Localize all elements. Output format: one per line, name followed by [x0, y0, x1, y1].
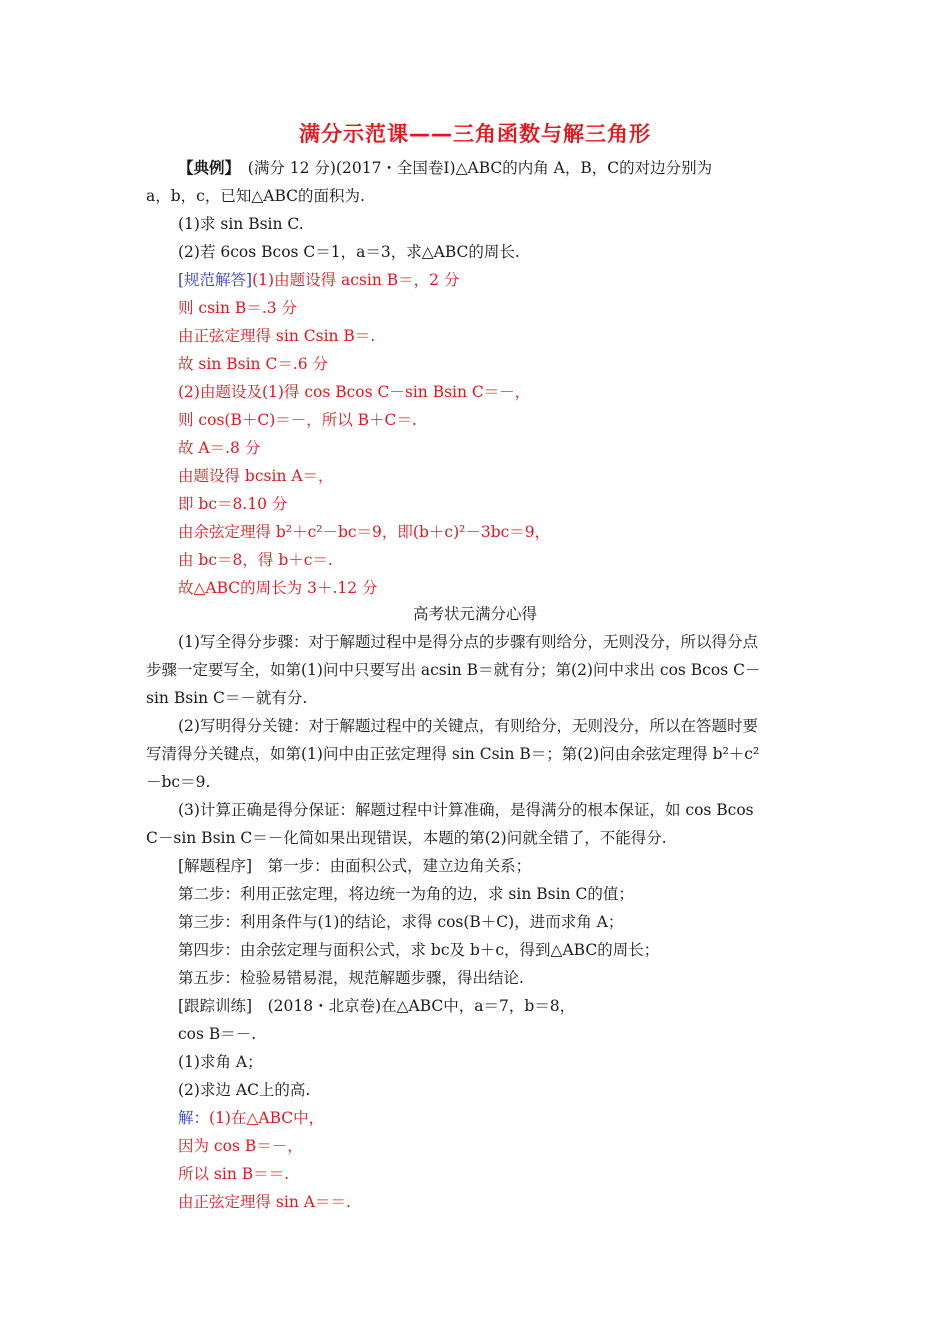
procedure-line-5: 第五步：检验易错易混，规范解题步骤，得出结论.: [178, 969, 524, 987]
answer-text-1: (1)在△ABC中，: [209, 1109, 325, 1127]
solution-line-6: 则 cos(B＋C)＝－，所以 B＋C＝.: [178, 411, 417, 429]
solution-line-10: 由余弦定理得 b²＋c²－bc＝9，即(b＋c)²－3bc＝9，: [178, 523, 551, 541]
procedure-line-3: 第三步：利用条件与(1)的结论，求得 cos(B＋C)，进而求角 A；: [178, 913, 624, 931]
experience-line-8: C－sin Bsin C＝－化简如果出现错误，本题的第(2)问就全错了，不能得分.: [146, 829, 667, 847]
experience-line-3: sin Bsin C＝－就有分.: [146, 689, 308, 707]
procedure-line-4: 第四步：由余弦定理与面积公式，求 bc及 b＋c，得到△ABC的周长；: [178, 941, 660, 959]
procedure-line-2: 第二步：利用正弦定理，将边统一为角的边，求 sin Bsin C的值；: [178, 885, 634, 903]
practice-line-4: (2)求边 AC上的高.: [178, 1081, 311, 1099]
answer-line-2: 因为 cos B＝－，: [178, 1137, 303, 1155]
experience-line-6: －bc＝9.: [146, 773, 211, 791]
experience-heading: 高考状元满分心得: [412, 605, 537, 623]
procedure-line-1: [解题程序] 第一步：由面积公式，建立边角关系；: [178, 857, 532, 875]
solution-line-7: 故 A＝.8 分: [178, 439, 261, 457]
solution-line-8: 由题设得 bcsin A＝，: [178, 467, 334, 485]
answer-line-1: [178, 1108, 324, 1128]
solution-line-5: (2)由题设及(1)得 cos Bcos C－sin Bsin C＝－，: [178, 383, 531, 401]
question-2: (2)若 6cos Bcos C＝1，a＝3，求△ABC的周长.: [178, 243, 520, 261]
example-line-2: a，b，c，已知△ABC的面积为.: [146, 187, 365, 205]
experience-line-1: (1)写全得分步骤：对于解题过程中是得分点的步骤有则给分，无则没分，所以得分点: [178, 633, 758, 651]
example-tag: 【典例】: [178, 158, 233, 177]
solution-line-4: 故 sin Bsin C＝.6 分: [178, 355, 329, 373]
solution-line-3: 由正弦定理得 sin Csin B＝.: [178, 327, 376, 345]
solution-line-12: 故△ABC的周长为 3＋.12 分: [178, 579, 378, 597]
experience-line-5: 写清得分关键点，如第(1)问中由正弦定理得 sin Csin B＝；第(2)问由余弦定理得 b²＋c²: [146, 745, 760, 763]
practice-line-1: [跟踪训练] (2018・北京卷)在△ABC中，a＝7，b＝8，: [178, 997, 576, 1015]
example-text-1: (满分 12 分)(2017・全国卷Ⅰ)△ABC的内角 A，B，C的对边分别为: [232, 159, 713, 177]
experience-line-2: 步骤一定要写全，如第(1)问中只要写出 acsin B＝就有分；第(2)问中求出 cos Bcos C－: [146, 661, 761, 679]
solution-tag: [规范解答]: [178, 271, 253, 289]
answer-line-3: 所以 sin B＝＝.: [178, 1165, 290, 1183]
page-title: 满分示范课——三角函数与解三角形: [299, 122, 651, 146]
practice-line-2: cos B＝－.: [178, 1025, 257, 1043]
experience-line-7: (3)计算正确是得分保证：解题过程中计算准确，是得满分的根本保证，如 cos Bcos: [178, 801, 754, 819]
practice-line-3: (1)求角 A；: [178, 1053, 263, 1071]
experience-line-4: (2)写明得分关键：对于解题过程中的关键点，有则给分，无则没分，所以在答题时要: [178, 717, 758, 735]
solution-line-2: 则 csin B＝.3 分: [178, 299, 298, 317]
answer-line-4: 由正弦定理得 sin A＝＝.: [178, 1193, 351, 1211]
answer-tag: 解：: [178, 1109, 210, 1127]
solution-line-9: 即 bc＝8.10 分: [178, 495, 288, 513]
question-1: (1)求 sin Bsin C.: [178, 215, 304, 233]
example-line-1: [178, 158, 712, 178]
solution-line-1: [178, 270, 459, 290]
solution-text-1: (1)由题设得 acsin B＝，2 分: [252, 271, 460, 289]
solution-line-11: 由 bc＝8，得 b＋c＝.: [178, 551, 333, 569]
